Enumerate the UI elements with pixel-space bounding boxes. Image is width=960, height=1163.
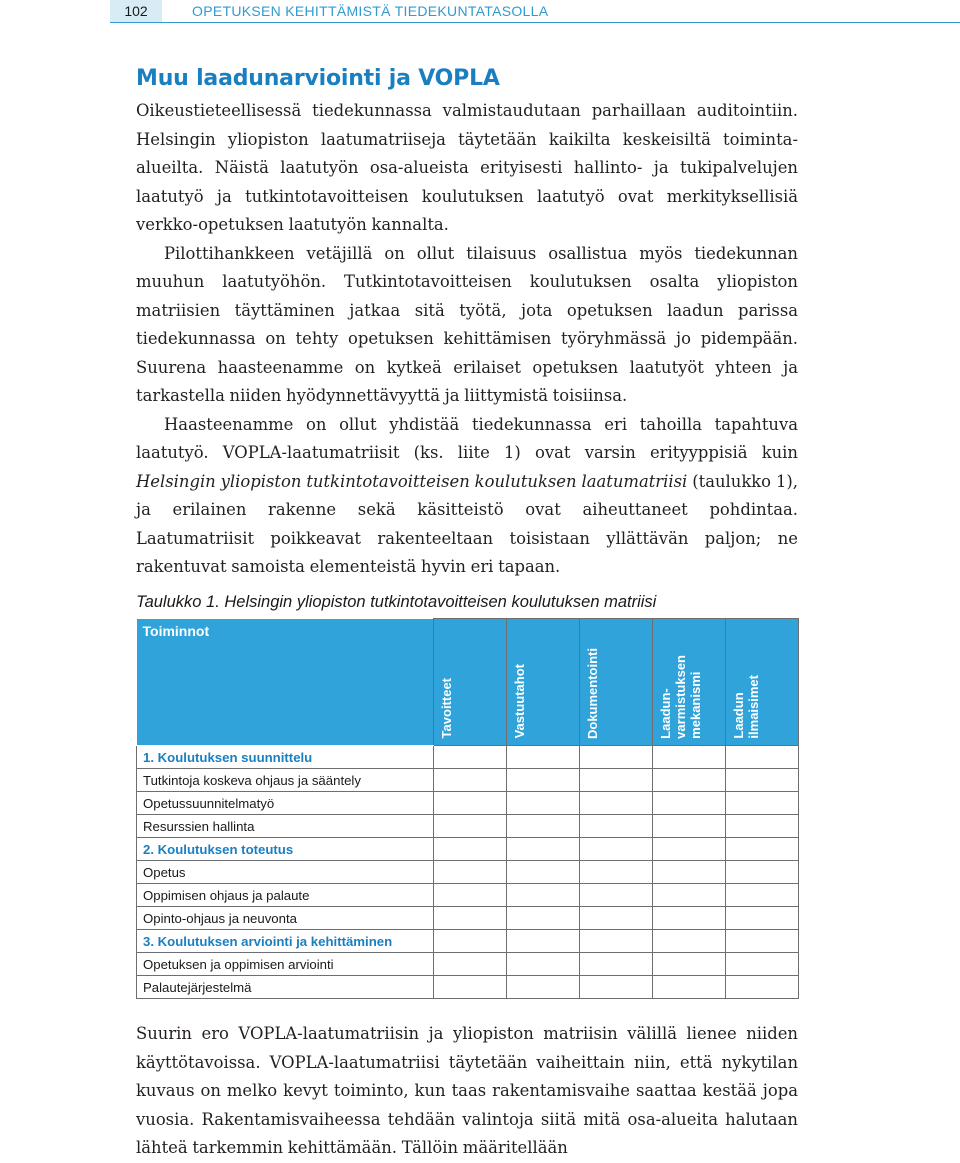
empty-cell: [652, 952, 725, 975]
page-header: [0, 0, 960, 22]
empty-cell: [652, 814, 725, 837]
table-row: [137, 975, 799, 998]
empty-cell: [652, 906, 725, 929]
table-caption: Taulukko 1. Helsingin yliopiston tutkintotavoitteisen koulutuksen matriisi: [136, 593, 657, 611]
table-section-row: [137, 929, 799, 952]
header-toiminnot: Toiminnot: [137, 619, 434, 746]
empty-cell: [433, 906, 506, 929]
table-row: [137, 814, 799, 837]
empty-cell: [579, 814, 652, 837]
empty-cell: [506, 745, 579, 768]
empty-cell: [506, 791, 579, 814]
table-body: [137, 745, 799, 998]
empty-cell: [725, 745, 798, 768]
row-label: Opinto-ohjaus ja neuvonta: [137, 906, 434, 929]
header-col-3: [579, 619, 652, 746]
empty-cell: [579, 791, 652, 814]
row-label: Opetussuunnitelmatyö: [137, 791, 434, 814]
table-row: [137, 768, 799, 791]
table-row: [137, 883, 799, 906]
paragraph-3-end: (taulukko 1), ja erilainen rakenne sekä käsitteistö ovat aiheuttaneet pohdintaa. Laatumatriisit poikkeavat rakenteeltaan toisistaan yllättävän paljon; ne rakentuvat samoista elementeistä hyvin eri tapaan.: [136, 471, 798, 576]
header-col-5-label: Laadun ilmaisimet: [730, 674, 761, 739]
empty-cell: [506, 837, 579, 860]
empty-cell: [579, 906, 652, 929]
empty-cell: [725, 837, 798, 860]
page-number: 102: [110, 0, 162, 22]
row-label: 2. Koulutuksen toteutus: [137, 837, 434, 860]
empty-cell: [506, 929, 579, 952]
header-col-4: [652, 619, 725, 746]
empty-cell: [652, 975, 725, 998]
empty-cell: [652, 837, 725, 860]
table-section-row: [137, 837, 799, 860]
empty-cell: [725, 975, 798, 998]
quality-matrix-table: [136, 618, 799, 999]
row-label: 3. Koulutuksen arviointi ja kehittäminen: [137, 929, 434, 952]
empty-cell: [506, 975, 579, 998]
header-col-4-label: Laadun- varmistuksen mekanismi: [657, 654, 703, 739]
empty-cell: [725, 883, 798, 906]
header-col-2: [506, 619, 579, 746]
empty-cell: [506, 952, 579, 975]
empty-cell: [579, 975, 652, 998]
empty-cell: [506, 860, 579, 883]
empty-cell: [433, 929, 506, 952]
empty-cell: [506, 768, 579, 791]
empty-cell: [725, 906, 798, 929]
empty-cell: [433, 768, 506, 791]
paragraph-3: [136, 411, 798, 582]
paragraph-4: Suurin ero VOPLA-laatumatriisin ja yliopiston matriisin välillä lienee niiden käyttötavoissa. VOPLA-laatumatriisi täytetään vaiheittain niin, että nykytilan kuvaus on melko kevyt toiminto, kun taas rakentamisvaihe saattaa kestää jopa vuosia. Rakentamisvaiheessa tehdään valintoja siitä mitä osa-alueita halutaan lähteä tarkemmin kehittämään. Tällöin määritellään: [136, 1024, 798, 1157]
section-title: Muu laadunarviointi ja VOPLA: [136, 66, 500, 91]
body-text: [136, 97, 798, 582]
row-label: Oppimisen ohjaus ja palaute: [137, 883, 434, 906]
row-label: Tutkintoja koskeva ohjaus ja sääntely: [137, 768, 434, 791]
empty-cell: [506, 814, 579, 837]
empty-cell: [725, 768, 798, 791]
table-header-row: [137, 619, 799, 746]
empty-cell: [433, 883, 506, 906]
empty-cell: [652, 860, 725, 883]
row-label: Opetus: [137, 860, 434, 883]
paragraph-3-start: Haasteenamme on ollut yhdistää tiedekunnassa eri tahoilla tapahtuva laatutyö. VOPLA-laatumatriisit (ks. liite 1) ovat varsin erityyppisiä kuin: [136, 414, 798, 462]
empty-cell: [652, 929, 725, 952]
paragraph-1: Oikeustieteellisessä tiedekunnassa valmistaudutaan parhaillaan auditointiin. Helsingin yliopiston laatumatriiseja täytetään kaikilta keskeisiltä toiminta-alueilta. Näistä laatutyön osa-alueista erityisesti hallinto- ja tukipalvelujen laatutyö ja tutkintotavoitteisen koulutuksen laatutyö ovat merkityksellisiä verkko-opetuksen laatutyön kannalta.: [136, 101, 798, 234]
header-rule: [110, 22, 960, 23]
empty-cell: [652, 768, 725, 791]
header-col-1: [433, 619, 506, 746]
empty-cell: [579, 929, 652, 952]
running-head: OPETUKSEN KEHITTÄMISTÄ TIEDEKUNTATASOLLA: [192, 3, 549, 19]
empty-cell: [433, 791, 506, 814]
header-col-2-label: Vastuutahot: [511, 664, 527, 739]
empty-cell: [433, 952, 506, 975]
row-label: Opetuksen ja oppimisen arviointi: [137, 952, 434, 975]
empty-cell: [725, 814, 798, 837]
empty-cell: [725, 929, 798, 952]
empty-cell: [652, 791, 725, 814]
empty-cell: [579, 883, 652, 906]
header-col-3-label: Dokumentointi: [584, 647, 600, 739]
row-label: Resurssien hallinta: [137, 814, 434, 837]
empty-cell: [725, 952, 798, 975]
empty-cell: [506, 883, 579, 906]
paragraph-3-italic: Helsingin yliopiston tutkintotavoitteisen koulutuksen laatumatriisi: [136, 471, 688, 491]
empty-cell: [579, 745, 652, 768]
empty-cell: [433, 860, 506, 883]
header-col-5: [725, 619, 798, 746]
body-text-after-table: [136, 1020, 798, 1163]
header-col-1-label: Tavoitteet: [438, 678, 454, 739]
empty-cell: [579, 952, 652, 975]
empty-cell: [433, 975, 506, 998]
table-section-row: [137, 745, 799, 768]
empty-cell: [506, 906, 579, 929]
table-row: [137, 791, 799, 814]
row-label: 1. Koulutuksen suunnittelu: [137, 745, 434, 768]
empty-cell: [433, 745, 506, 768]
paragraph-2: Pilottihankkeen vetäjillä on ollut tilaisuus osallistua myös tiedekunnan muuhun laatutyöhön. Tutkintotavoitteisen koulutuksen osalta yliopiston matriisien täyttäminen jatkaa sitä työtä, jota opetuksen laadun parissa tiedekunnassa on tehty opetuksen kehittämisen työryhmässä jo pidempään. Suurena haasteenamme on kytkeä erilaiset opetuksen laatutyöt yhteen ja tarkastella niiden hyödynnettävyyttä ja liittymistä toisiinsa.: [136, 243, 798, 405]
empty-cell: [725, 860, 798, 883]
empty-cell: [579, 768, 652, 791]
row-label: Palautejärjestelmä: [137, 975, 434, 998]
empty-cell: [652, 745, 725, 768]
empty-cell: [579, 837, 652, 860]
empty-cell: [579, 860, 652, 883]
empty-cell: [433, 837, 506, 860]
table-row: [137, 860, 799, 883]
empty-cell: [725, 791, 798, 814]
table-row: [137, 952, 799, 975]
empty-cell: [433, 814, 506, 837]
table-row: [137, 906, 799, 929]
empty-cell: [652, 883, 725, 906]
